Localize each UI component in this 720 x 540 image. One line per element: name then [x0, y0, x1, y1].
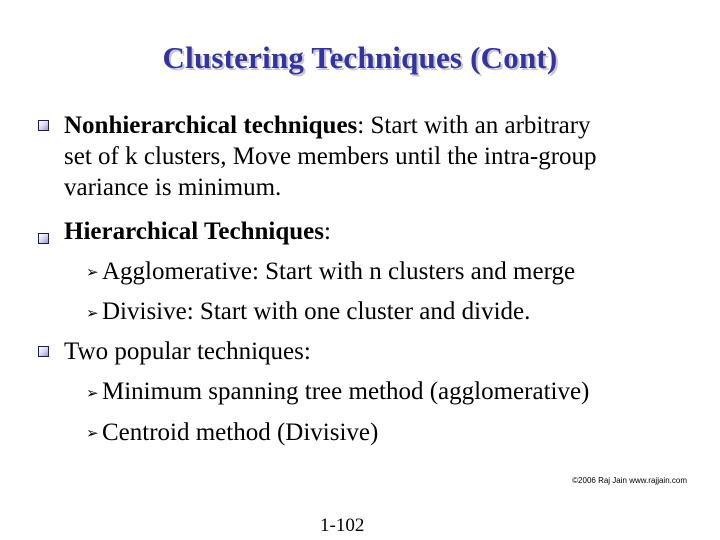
arrow-bullet-icon: ➢	[86, 263, 99, 281]
bullet-3-subitem-1: Minimum spanning tree method (agglomerative)	[102, 378, 590, 405]
bullet-2-line	[64, 217, 331, 247]
arrow-bullet-icon: ➢	[86, 424, 99, 442]
bullet-1-lead: Nonhierarchical techniques	[64, 112, 358, 139]
footer-copyright: ©2006 Raj Jain www.rajjain.com	[572, 476, 687, 485]
square-bullet-icon	[38, 120, 49, 131]
square-bullet-icon	[38, 233, 49, 244]
bullet-2-subitem-1: Agglomerative: Start with n clusters and merge	[102, 258, 576, 285]
bullet-1-line-3: variance is minimum.	[64, 174, 282, 201]
bullet-3-line: Two popular techniques:	[64, 338, 311, 365]
slide-title: Clustering Techniques (Cont)	[162, 40, 558, 75]
bullet-1-line-1	[64, 111, 591, 141]
page-number: 1-102	[320, 515, 365, 536]
bullet-1-text-1: : Start with an arbitrary	[357, 112, 591, 139]
bullet-3-subitem-2: Centroid method (Divisive)	[102, 419, 379, 446]
arrow-bullet-icon: ➢	[86, 384, 99, 402]
bullet-2-lead: Hierarchical Techniques	[64, 218, 324, 245]
square-bullet-icon	[38, 346, 49, 357]
bullet-2-subitem-2: Divisive: Start with one cluster and divide.	[102, 298, 531, 325]
bullet-2-tail: :	[323, 218, 331, 245]
bullet-1-line-2: set of k clusters, Move members until the intra-group	[64, 143, 597, 170]
arrow-bullet-icon: ➢	[86, 304, 99, 322]
